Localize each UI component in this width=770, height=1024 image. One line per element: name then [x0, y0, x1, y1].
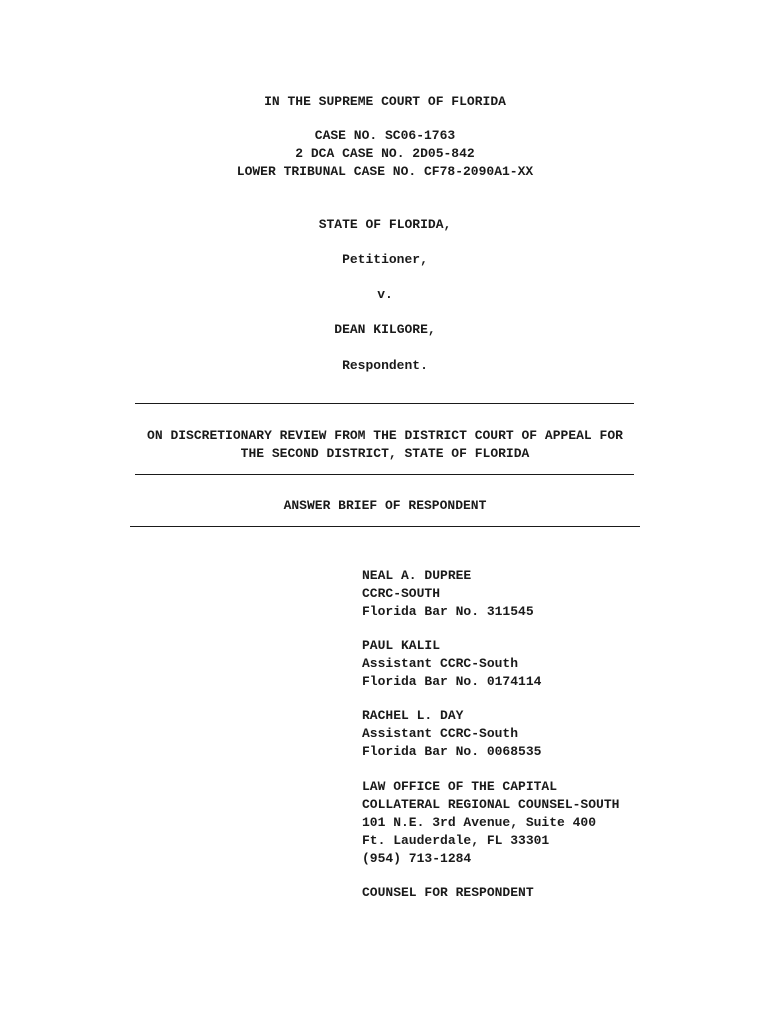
- dca-case-number: 2 DCA CASE NO. 2D05-842: [295, 146, 475, 161]
- petitioner-name: STATE OF FLORIDA,: [318, 217, 452, 232]
- brief-title: ANSWER BRIEF OF RESPONDENT: [283, 498, 487, 513]
- counsel-block: [362, 707, 541, 761]
- counsel-name: RACHEL L. DAY: [362, 708, 464, 723]
- counsel-name: NEAL A. DUPREE: [362, 568, 472, 583]
- counsel-bar-number: Florida Bar No. 0174114: [362, 674, 542, 689]
- separator-rule: [135, 474, 634, 475]
- office-name-line-2: COLLATERAL REGIONAL COUNSEL-SOUTH: [362, 797, 620, 812]
- separator-rule: [135, 403, 634, 404]
- review-line-1: ON DISCRETIONARY REVIEW FROM THE DISTRICT COURT OF APPEAL FOR: [147, 428, 623, 443]
- respondent-role: Respondent.: [342, 358, 428, 373]
- counsel-for-block: [362, 884, 534, 902]
- petitioner-role: Petitioner,: [342, 252, 428, 267]
- counsel-block: [362, 637, 541, 691]
- counsel-block: [362, 567, 534, 621]
- respondent-name: DEAN KILGORE,: [334, 322, 436, 337]
- counsel-title: Assistant CCRC-South: [362, 656, 519, 671]
- counsel-bar-number: Florida Bar No. 311545: [362, 604, 534, 619]
- case-number: CASE NO. SC06-1763: [314, 128, 456, 143]
- office-name-line-1: LAW OFFICE OF THE CAPITAL: [362, 779, 558, 794]
- office-street-address: 101 N.E. 3rd Avenue, Suite 400: [362, 815, 597, 830]
- court-heading: IN THE SUPREME COURT OF FLORIDA: [264, 94, 506, 109]
- separator-rule: [130, 526, 640, 527]
- counsel-title: CCRC-SOUTH: [362, 586, 441, 601]
- office-address-block: [362, 778, 619, 868]
- office-phone: (954) 713-1284: [362, 851, 472, 866]
- counsel-title: Assistant CCRC-South: [362, 726, 519, 741]
- counsel-name: PAUL KALIL: [362, 638, 441, 653]
- counsel-for-label: COUNSEL FOR RESPONDENT: [362, 885, 534, 900]
- review-line-2: THE SECOND DISTRICT, STATE OF FLORIDA: [240, 446, 530, 461]
- counsel-bar-number: Florida Bar No. 0068535: [362, 744, 542, 759]
- office-city-state-zip: Ft. Lauderdale, FL 33301: [362, 833, 550, 848]
- lower-tribunal-case-number: LOWER TRIBUNAL CASE NO. CF78-2090A1-XX: [236, 164, 534, 179]
- versus: v.: [377, 287, 393, 302]
